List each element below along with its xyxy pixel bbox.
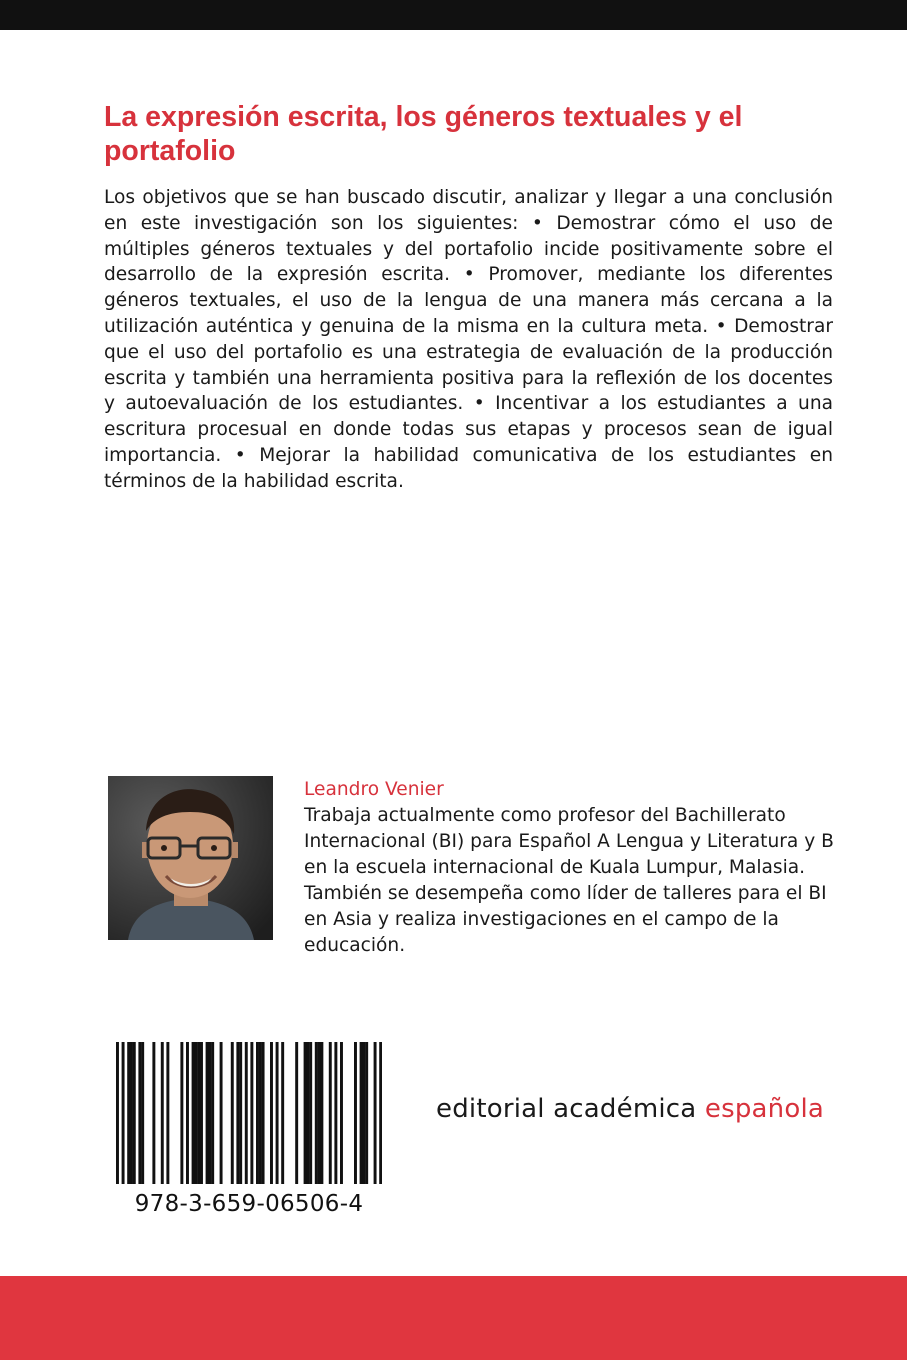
barcode-bar — [315, 1042, 318, 1184]
barcode-bar — [133, 1042, 136, 1184]
barcode-bar — [354, 1042, 357, 1184]
publisher-name — [436, 1094, 824, 1124]
barcode-bar — [208, 1042, 211, 1184]
book-description: Los objetivos que se han buscado discutir, analizar y llegar a una conclusión en este investigación son los siguientes: • Demostrar cómo el uso de múltiples géneros textuales y del portafolio incide positivamente sobre el desarrollo de la expresión escrita. • Promover, mediante los diferentes géneros textuales, el uso de la lengua de una manera más cercana a la utilización auténtica y genuina de la misma en la cultura meta. • Demostrar que el uso del portafolio es una estrategia de evaluación de la producción escrita y también una herramienta positiva para la reflexión de los docentes y autoevaluación de los estudiantes. • Incentivar a los estudiantes a una escritura procesual en donde todas sus etapas y procesos sean de igual importancia. • Mejorar la habilidad comunicativa de los estudiantes en términos de la habilidad escrita. — [104, 187, 833, 492]
barcode-bar — [340, 1042, 343, 1184]
barcode-bar — [161, 1042, 164, 1184]
barcode-bar — [166, 1042, 169, 1184]
barcode-bar — [320, 1042, 323, 1184]
author-photo — [108, 776, 273, 940]
barcode-bar — [256, 1042, 259, 1184]
barcode-bar — [239, 1042, 242, 1184]
barcode-bars — [116, 1042, 382, 1184]
barcode-bar — [127, 1042, 130, 1184]
author-bio: Trabaja actualmente como profesor del Bachillerato Internacional (BI) para Español A Lengua y Literatura y B en la escuela internacional de Kuala Lumpur, Malasia. También se desempeña como líder de talleres para el BI en Asia y realiza investigaciones en el campo de la educación. — [304, 805, 834, 956]
barcode-bar — [360, 1042, 363, 1184]
barcode-bar — [270, 1042, 273, 1184]
barcode-bar — [152, 1042, 155, 1184]
barcode-bar — [362, 1042, 365, 1184]
barcode-bar — [231, 1042, 234, 1184]
barcode-bar — [200, 1042, 203, 1184]
barcode-bar — [116, 1042, 119, 1184]
author-name: Leandro Venier — [304, 779, 444, 800]
barcode-bar — [206, 1042, 209, 1184]
barcode-bar — [309, 1042, 312, 1184]
barcode-bar — [211, 1042, 214, 1184]
barcode-bar — [304, 1042, 307, 1184]
barcode-bar — [197, 1042, 200, 1184]
barcode-bar — [138, 1042, 141, 1184]
barcode-bar — [379, 1042, 382, 1184]
book-title: La expresión escrita, los géneros textuales y el portafolio — [104, 101, 743, 167]
publisher-name-part1: editorial académica — [436, 1094, 697, 1124]
barcode-bar — [318, 1042, 321, 1184]
barcode-bar — [245, 1042, 248, 1184]
barcode-bar — [262, 1042, 265, 1184]
barcode-bar — [194, 1042, 197, 1184]
barcode-bar — [130, 1042, 133, 1184]
barcode-bar — [276, 1042, 279, 1184]
barcode-bar — [295, 1042, 298, 1184]
barcode-bar — [281, 1042, 284, 1184]
isbn-number: 978-3-659-06506-4 — [134, 1191, 364, 1217]
barcode-bar — [365, 1042, 368, 1184]
barcode-bar — [192, 1042, 195, 1184]
barcode-bar — [250, 1042, 253, 1184]
barcode — [104, 1030, 394, 1225]
top-black-bar — [0, 0, 907, 30]
barcode-bar — [220, 1042, 223, 1184]
barcode-bar — [306, 1042, 309, 1184]
bottom-red-band — [0, 1276, 907, 1360]
barcode-bar — [329, 1042, 332, 1184]
barcode-bar — [122, 1042, 125, 1184]
barcode-bar — [141, 1042, 144, 1184]
barcode-bar — [186, 1042, 189, 1184]
barcode-bar — [334, 1042, 337, 1184]
barcode-bar — [259, 1042, 262, 1184]
barcode-bar — [180, 1042, 183, 1184]
barcode-bar — [236, 1042, 239, 1184]
publisher-name-part2: española — [704, 1094, 824, 1124]
barcode-bar — [374, 1042, 377, 1184]
